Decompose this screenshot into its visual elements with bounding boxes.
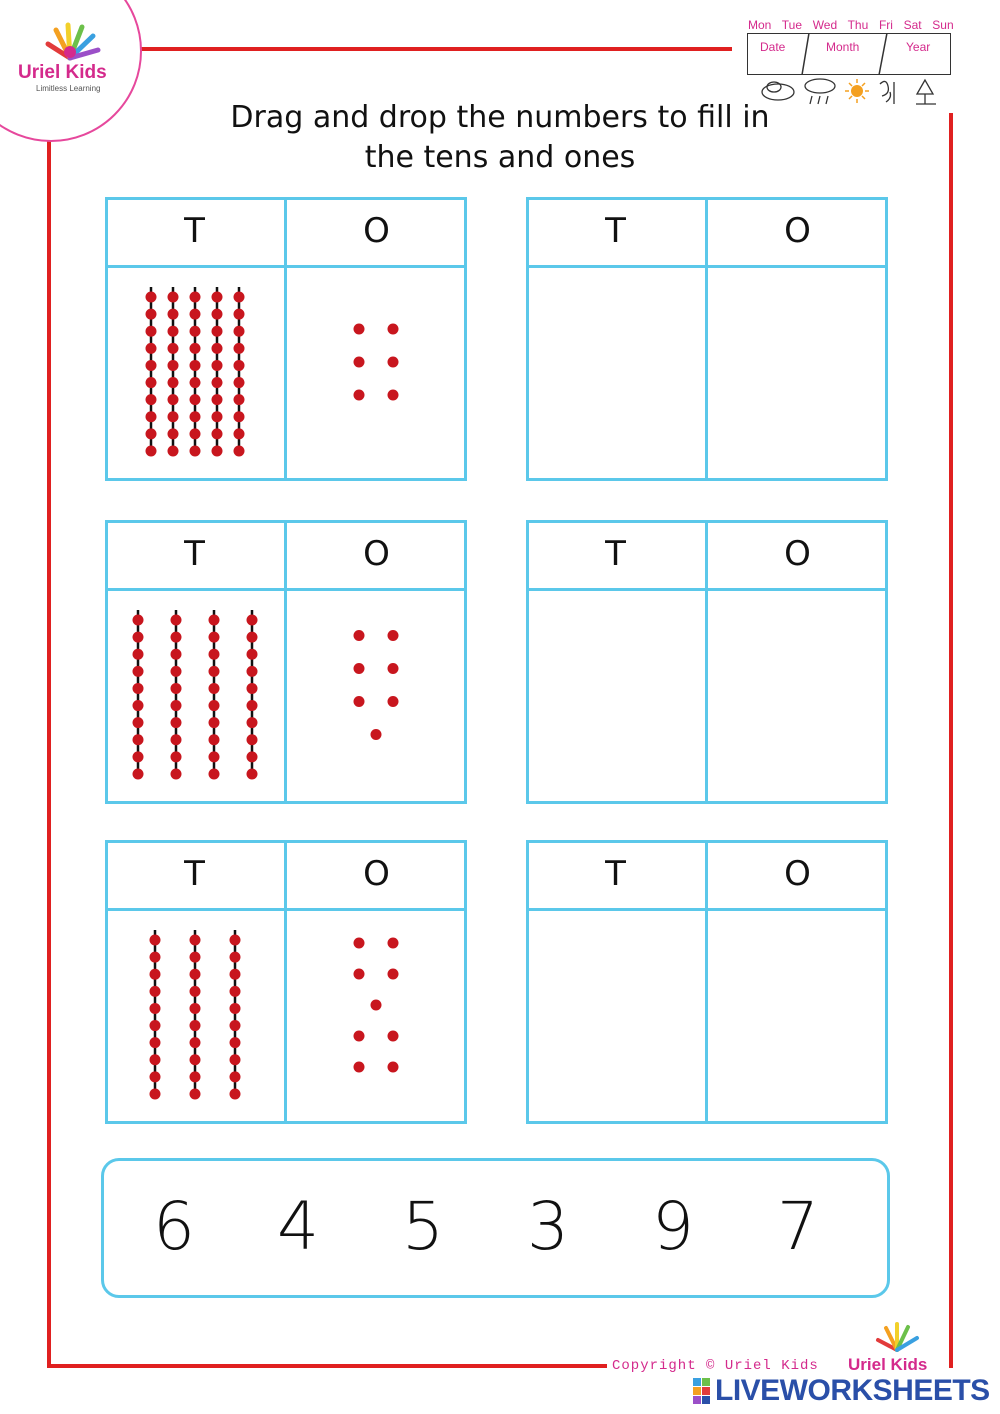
ones-dot [388,357,399,368]
tens-bead [247,734,258,745]
tens-bead [230,952,241,963]
number-tile[interactable]: 5 [402,1188,444,1265]
liveworksheets-icon [693,1378,711,1404]
tens-bead [190,411,201,422]
tens-bead [168,326,179,337]
tens-bead [190,952,201,963]
ones-dot [371,1000,382,1011]
tens-header: T [605,854,626,894]
tens-bead [230,1037,241,1048]
ones-dot [388,390,399,401]
ones-header: O [784,854,811,894]
tens-bead [133,666,144,677]
tens-bead [212,343,223,354]
tens-bead [150,969,161,980]
footer-logo-icon [872,1322,922,1352]
tens-bead [190,343,201,354]
tens-bead [171,666,182,677]
tens-bead [171,751,182,762]
tens-bead [190,935,201,946]
tens-bead [146,326,157,337]
tens-bead [209,734,220,745]
footer-brand: Uriel Kids [848,1355,928,1374]
tens-bead [230,969,241,980]
liveworksheets-logo: LIVEWORKSHEETS [715,1374,990,1407]
tens-bead [146,292,157,303]
tens-bead [168,292,179,303]
tens-bead [209,700,220,711]
tens-bead [150,1071,161,1082]
tens-bead [171,615,182,626]
number-tile[interactable]: 4 [277,1188,319,1265]
tens-bead [209,769,220,780]
tens-bead [230,1020,241,1031]
tens-bead [247,769,258,780]
tens-bead [190,1020,201,1031]
tens-bead [168,377,179,388]
tens-bead [146,394,157,405]
tens-bead [168,394,179,405]
tens-drop-zone[interactable] [529,591,705,801]
tens-bead [230,1089,241,1100]
page-border-right [949,113,953,1368]
tens-header: T [184,211,205,251]
number-tile[interactable]: 7 [777,1188,819,1265]
tens-bead [212,377,223,388]
tens-bead [234,377,245,388]
tens-bead [190,360,201,371]
tens-bead [247,751,258,762]
tens-bead [190,377,201,388]
tens-bead [247,649,258,660]
tens-bead [190,394,201,405]
tens-bead [209,751,220,762]
ones-dot [371,729,382,740]
tens-bead [190,1054,201,1065]
ones-dot [354,969,365,980]
tens-bead [171,717,182,728]
tens-bead [133,769,144,780]
ones-header: O [784,211,811,251]
tens-bead [234,309,245,320]
tens-drop-zone[interactable] [529,268,705,478]
tens-bead [171,632,182,643]
tens-bead [209,666,220,677]
place-value-table-1 [105,197,467,481]
ones-dot [388,324,399,335]
tens-bead [190,326,201,337]
tens-bead [133,649,144,660]
tens-bead [146,343,157,354]
ones-header: O [363,211,390,251]
tens-drop-zone[interactable] [529,911,705,1121]
wind-icon [880,81,894,104]
tens-bead [234,360,245,371]
ones-drop-zone[interactable] [708,911,885,1121]
ones-dot [354,630,365,641]
tens-bead [133,734,144,745]
tens-bead [234,446,245,457]
month-label: Month [826,40,860,54]
tens-bead [168,309,179,320]
number-tile[interactable]: 9 [652,1188,694,1265]
tens-bead [247,615,258,626]
tens-bead [230,986,241,997]
tens-bead [190,309,201,320]
year-label: Year [906,40,931,54]
tens-bead [247,717,258,728]
ones-header: O [784,534,811,574]
ones-dot [354,938,365,949]
tens-bead [212,394,223,405]
tens-bead [150,952,161,963]
place-value-table-3 [105,520,467,804]
ones-dot [388,938,399,949]
tens-bead [168,446,179,457]
tens-bead [171,700,182,711]
page-border-left [47,135,51,1368]
tens-header: T [605,211,626,251]
tens-bead [133,751,144,762]
tens-bead [171,734,182,745]
tens-bead [212,428,223,439]
tens-bead [146,360,157,371]
tens-bead [212,326,223,337]
tens-bead [168,360,179,371]
tens-bead [150,986,161,997]
ones-dot [388,1062,399,1073]
tens-bead [168,411,179,422]
tens-bead [209,649,220,660]
ones-dot [354,1031,365,1042]
ones-drop-zone[interactable] [708,268,885,478]
tens-bead [209,615,220,626]
tens-bead [247,683,258,694]
ones-dot [388,663,399,674]
tens-bead [146,309,157,320]
place-value-table-2 [526,197,888,481]
number-tile[interactable]: 6 [153,1188,195,1265]
tens-bead [234,326,245,337]
tens-bead [230,1003,241,1014]
snow-icon [916,80,936,104]
tens-bead [168,343,179,354]
base-ten-blocks [105,520,467,804]
tens-bead [168,428,179,439]
logo-sunburst-icon [38,22,102,62]
tens-bead [212,309,223,320]
tens-bead [133,683,144,694]
tens-bead [190,1089,201,1100]
tens-bead [190,1003,201,1014]
tens-bead [212,292,223,303]
tens-bead [150,1037,161,1048]
tens-bead [171,649,182,660]
page-border-top [140,47,732,51]
tens-bead [209,717,220,728]
tens-bead [209,632,220,643]
ones-dot [388,1031,399,1042]
ones-dot [388,969,399,980]
tens-bead [212,446,223,457]
tens-bead [146,428,157,439]
logo-tagline: Limitless Learning [36,84,101,93]
place-value-table-4 [526,520,888,804]
tens-bead [190,1071,201,1082]
title-line-2: the tens and ones [364,140,636,175]
tens-bead [133,615,144,626]
tens-bead [212,411,223,422]
tens-bead [230,1071,241,1082]
page-border-bottom [47,1364,607,1368]
copyright-text: Copyright © Uriel Kids [612,1358,819,1374]
tens-bead [230,1054,241,1065]
title-line-1: Drag and drop the numbers to fill in [230,100,770,135]
tens-bead [190,292,201,303]
tens-bead [247,666,258,677]
tens-bead [190,428,201,439]
number-tile[interactable]: 3 [527,1188,569,1265]
weekdays-row: Mon Tue Wed Thu Fri Sat Sun [748,18,954,32]
tens-bead [190,986,201,997]
tens-bead [150,935,161,946]
ones-dot [354,357,365,368]
tens-bead [234,411,245,422]
date-label: Date [760,40,786,54]
tens-bead [247,632,258,643]
tens-bead [234,292,245,303]
tens-bead [150,1003,161,1014]
ones-dot [354,663,365,674]
tens-bead [133,632,144,643]
tens-header: T [184,534,205,574]
ones-dot [388,696,399,707]
ones-dot [354,324,365,335]
tens-bead [133,700,144,711]
tens-bead [190,1037,201,1048]
tens-bead [190,446,201,457]
tens-bead [209,683,220,694]
ones-dot [388,630,399,641]
tens-bead [146,411,157,422]
ones-dot [354,1062,365,1073]
ones-drop-zone[interactable] [708,591,885,801]
tens-bead [247,700,258,711]
page-title [150,98,850,178]
tens-bead [230,935,241,946]
ones-header: O [363,854,390,894]
tens-bead [150,1020,161,1031]
ones-dot [354,696,365,707]
base-ten-blocks [105,197,467,481]
tens-bead [234,394,245,405]
tens-header: T [184,854,205,894]
tens-bead [212,360,223,371]
tens-header: T [605,534,626,574]
tens-bead [133,717,144,728]
tens-bead [234,343,245,354]
place-value-table-5 [105,840,467,1124]
tens-bead [150,1089,161,1100]
tens-bead [190,969,201,980]
ones-dot [354,390,365,401]
tens-bead [146,446,157,457]
place-value-table-6 [526,840,888,1124]
tens-bead [171,769,182,780]
logo-name: Uriel Kids [18,62,107,83]
ones-header: O [363,534,390,574]
tens-bead [171,683,182,694]
tens-bead [150,1054,161,1065]
base-ten-blocks [105,840,467,1124]
tens-bead [234,428,245,439]
tens-bead [146,377,157,388]
